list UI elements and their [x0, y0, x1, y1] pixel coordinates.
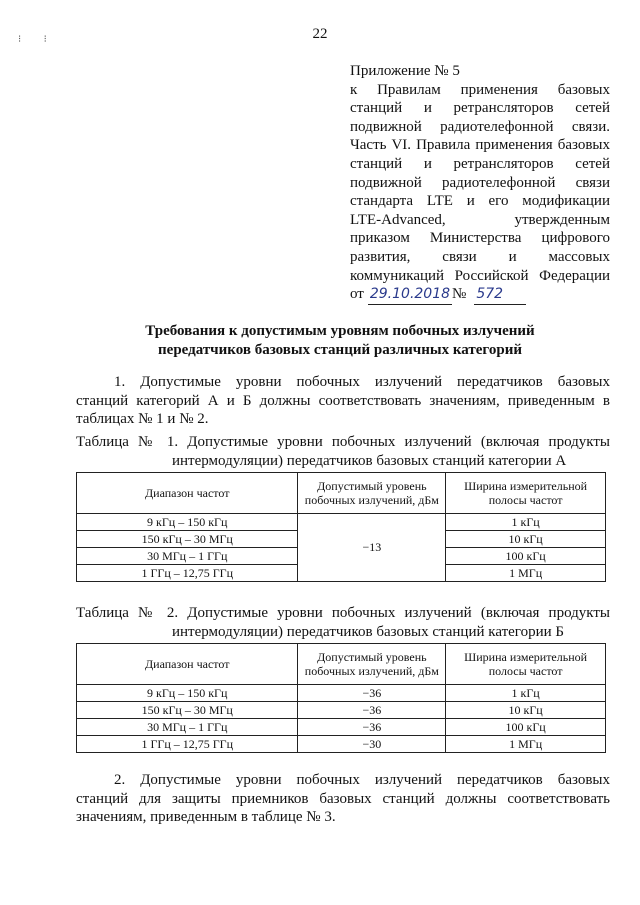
- cell-frequency-range: 1 ГГц – 12,75 ГГц: [77, 736, 298, 753]
- table-row: [77, 736, 606, 753]
- cell-frequency-range: 9 кГц – 150 кГц: [77, 685, 298, 702]
- paragraph-1: [76, 373, 610, 429]
- cell-bandwidth: 10 кГц: [446, 531, 606, 548]
- cell-frequency-range: 30 МГц – 1 ГГц: [77, 548, 298, 565]
- cell-bandwidth: 1 кГц: [446, 685, 606, 702]
- appendix-line: Приложение № 5: [350, 63, 460, 79]
- appendix-line: станций и ретрансляторов сетей: [350, 100, 610, 117]
- order-prefix: от: [350, 286, 364, 303]
- appendix-header: [350, 62, 610, 305]
- cell-frequency-range: 150 кГц – 30 МГц: [77, 531, 298, 548]
- order-number-prefix: №: [452, 286, 467, 303]
- title-line-2: передатчиков базовых станций различных категорий: [158, 342, 522, 358]
- cell-bandwidth: 1 МГц: [446, 736, 606, 753]
- table-row: [77, 702, 606, 719]
- appendix-line: Часть VI. Правила применения базовых: [350, 137, 610, 154]
- appendix-line: LTE-Advanced, утвержденным: [350, 211, 610, 228]
- cell-emission-level: −36: [298, 719, 446, 736]
- table-2-caption-line-1: Таблица № 2. Допустимые уровни побочных излучений (включая продукты: [76, 605, 610, 621]
- appendix-line: стандарта LTE и его модификации: [350, 193, 610, 210]
- table-1: [76, 472, 606, 582]
- appendix-line: станций и ретрансляторов сетей: [350, 155, 610, 172]
- table-header-row: [77, 644, 606, 685]
- cell-frequency-range: 9 кГц – 150 кГц: [77, 514, 298, 531]
- appendix-line: развития, связи и массовых: [350, 248, 610, 265]
- table-1-caption: [76, 433, 610, 470]
- table-2-caption: [76, 604, 610, 641]
- order-number-handwritten: 572: [474, 285, 526, 305]
- header-frequency-range: Диапазон частот: [77, 473, 298, 514]
- cell-emission-level: −30: [298, 736, 446, 753]
- table-header-row: [77, 473, 606, 514]
- header-measurement-bandwidth: Ширина измерительной полосы частот: [446, 473, 606, 514]
- cell-bandwidth: 1 МГц: [446, 565, 606, 582]
- paragraph-1-rest: станций категорий А и Б должны соответствовать значениям, приведенным в таблицах № 1 и № 2.: [76, 392, 610, 427]
- document-title: [70, 322, 610, 360]
- cell-bandwidth: 100 кГц: [446, 548, 606, 565]
- paragraph-2-first-line: 2. Допустимые уровни побочных излучений передатчиков базовых: [114, 772, 610, 788]
- cell-frequency-range: 30 МГц – 1 ГГц: [77, 719, 298, 736]
- paragraph-1-first-line: 1. Допустимые уровни побочных излучений передатчиков базовых: [114, 374, 610, 390]
- appendix-line: коммуникаций Российской Федерации: [350, 267, 610, 284]
- cell-bandwidth: 1 кГц: [446, 514, 606, 531]
- table-row: [77, 719, 606, 736]
- header-frequency-range: Диапазон частот: [77, 644, 298, 685]
- table-row: [77, 685, 606, 702]
- cell-emission-level: −36: [298, 685, 446, 702]
- header-emission-level: Допустимый уровень побочных излучений, дБм: [298, 473, 446, 514]
- table-row: [77, 514, 606, 531]
- table-1-caption-line-1: Таблица № 1. Допустимые уровни побочных излучений (включая продукты: [76, 434, 610, 450]
- margin-marks: ⁝ ⁝: [18, 34, 57, 45]
- title-line-1: Требования к допустимым уровням побочных излучений: [145, 323, 535, 339]
- page-number: 22: [312, 26, 328, 42]
- cell-bandwidth: 10 кГц: [446, 702, 606, 719]
- cell-emission-level: −36: [298, 702, 446, 719]
- appendix-line: подвижной радиотелефонной связи.: [350, 118, 610, 135]
- table-1-caption-line-2: интермодуляции) передатчиков базовых станций категории А: [172, 452, 567, 469]
- header-emission-level: Допустимый уровень побочных излучений, дБм: [298, 644, 446, 685]
- header-measurement-bandwidth: Ширина измерительной полосы частот: [446, 644, 606, 685]
- appendix-line: подвижной радиотелефонной связи: [350, 174, 610, 191]
- cell-frequency-range: 150 кГц – 30 МГц: [77, 702, 298, 719]
- appendix-line: приказом Министерства цифрового: [350, 230, 610, 247]
- cell-bandwidth: 100 кГц: [446, 719, 606, 736]
- paragraph-2-rest: станций для защиты приемников базовых станций должны соответствовать значениям, приведенным в таблице № 3.: [76, 790, 610, 825]
- cell-frequency-range: 1 ГГц – 12,75 ГГц: [77, 565, 298, 582]
- cell-emission-level-merged: −13: [298, 514, 446, 582]
- order-date-handwritten: 29.10.2018: [368, 285, 452, 305]
- appendix-line: к Правилам применения базовых: [350, 81, 610, 98]
- order-reference: [350, 285, 610, 305]
- paragraph-2: [76, 771, 610, 827]
- table-2: [76, 643, 606, 753]
- table-2-caption-line-2: интермодуляции) передатчиков базовых станций категории Б: [172, 623, 565, 640]
